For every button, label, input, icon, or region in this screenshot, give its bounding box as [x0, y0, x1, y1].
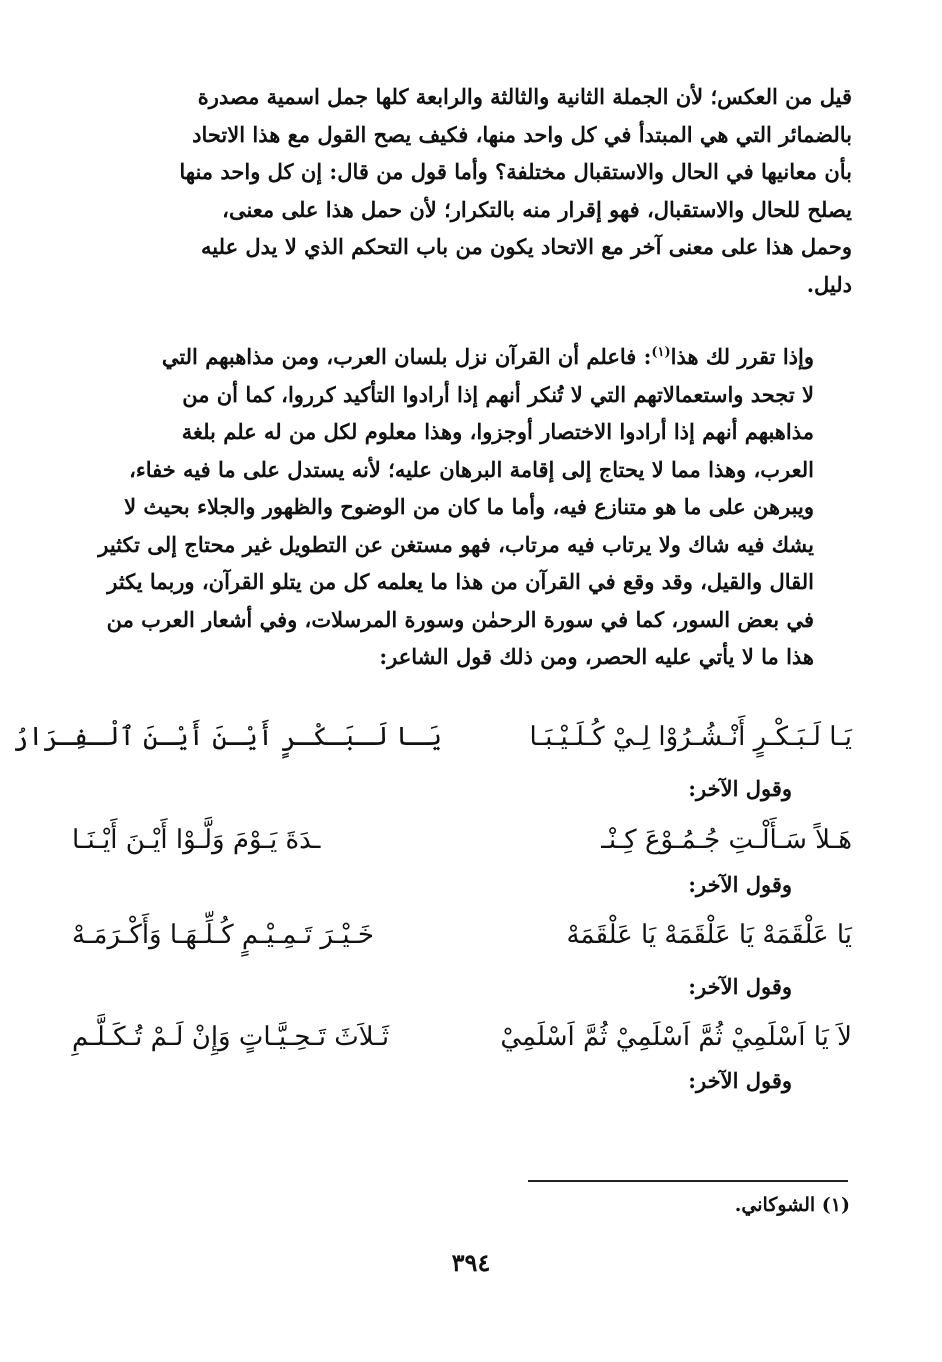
- footnote-reference: (١): [651, 345, 671, 360]
- verse-line: [72, 1022, 852, 1066]
- paragraph-line-lead: [72, 338, 852, 376]
- verse-second-hemistich: خَـيْـرَ تَـمِـيْـمٍ كُـلِّـهَـا وَأَكْـرَمَـهْ: [72, 920, 374, 950]
- paragraph-1: [72, 78, 852, 303]
- paragraph-line: قيل من العكس؛ لأن الجملة الثانية والثالثة والرابعة كلها جمل اسمية مصدرة: [197, 84, 852, 109]
- verse-line: [72, 920, 852, 964]
- paragraph-line: يشك فيه شاك ولا يرتاب فيه مرتاب، فهو مستغن عن التطويل غير محتاج إلى تكثير: [98, 531, 814, 557]
- verse-intro: وقول الآخر:: [688, 1068, 792, 1093]
- verse-first-hemistich: لاَ يَا اَسْلَمِيْ ثُمَّ اَسْلَمِيْ ثُمَّ اَسْلَمِيْ: [500, 1022, 852, 1052]
- verse-second-hemistich: ثَـلاَثَ تَـحِـيَّـاتٍ وَإِنْ لَـمْ تُـكَـلَّـمِ: [72, 1022, 390, 1052]
- paragraph-2: [72, 338, 852, 676]
- verse-line: [72, 825, 852, 869]
- paragraph-line: لا تجحد واستعمالاتهم التي لا تُنكر أنهم إذا أرادوا التأكيد كرروا، كما أن من: [182, 381, 814, 407]
- verse-intro: وقول الآخر:: [688, 974, 792, 999]
- verse-second-hemistich: يَـا لَـبَـكْـرٍ أَيْـنَ أَيْـنَ ٱلْـفِـرَارُ: [12, 722, 442, 752]
- verse-second-hemistich: ـدَةَ يَـوْمَ وَلَّـوْا أَيْـنَ أَيْـنَـا: [72, 825, 321, 855]
- verse-first-hemistich: يَـا لَـبَـكْـرٍ أَنْـشُـرُوْا لِـيْ كُـلَـيْـبَـا: [529, 722, 852, 752]
- paragraph-line: في بعض السور، كما في سورة الرحمٰن وسورة المرسلات، وفي أشعار العرب من: [106, 606, 814, 632]
- verse-intro: وقول الآخر:: [688, 776, 792, 801]
- paragraph-line: هذا ما لا يأتي عليه الحصر، ومن ذلك قول الشاعر:: [379, 644, 814, 669]
- paragraph-line: دليل.: [806, 271, 852, 297]
- paragraph-line: العرب، وهذا مما لا يحتاج إلى إقامة البرهان عليه؛ لأنه يستدل على ما فيه خفاء،: [129, 456, 814, 482]
- paragraph-line: يصلح للحال والاستقبال، فهو إقرار منه بالتكرار؛ لأن حمل هذا على معنى،: [222, 196, 852, 222]
- paragraph-line: بأن معانيها في الحال والاستقبال مختلفة؟ وأما قول من قال: إن كل واحد منها: [179, 159, 852, 184]
- verse-intro: وقول الآخر:: [688, 872, 792, 897]
- paragraph-line: القال والقيل، وقد وقع في القرآن من هذا ما يعلمه كل من يتلو القرآن، وربما يكثر: [107, 569, 814, 594]
- paragraph-line: وحمل هذا على معنى آخر مع الاتحاد يكون من باب التحكم الذي لا يدل عليه: [201, 234, 852, 259]
- paragraph-line: ويبرهن على ما هو متنازع فيه، وأما ما كان من الوضوح والظهور والجلاء بحيث لا: [124, 494, 814, 519]
- paragraph-line: مذاهبهم أنهم إذا أرادوا الاختصار أوجزوا، وهذا معلوم لكل من له علم بلغة: [181, 419, 814, 444]
- footnote: (١) الشوكاني.: [734, 1194, 850, 1216]
- lead-text: وإذا تقرر لك هذا: [670, 344, 814, 369]
- footnote-divider: [528, 1180, 848, 1182]
- verse-first-hemistich: هَـلاً سَـأَلْـتِ جُـمُـوْعَ كِـنْـ: [601, 825, 852, 855]
- paragraph-line: بالضمائر التي هي المبتدأ في كل واحد منها، فكيف يصح القول مع هذا الاتحاد: [192, 121, 852, 147]
- lead-rest-text: : فاعلم أن القرآن نزل بلسان العرب، ومن مذاهبهم التي: [161, 344, 652, 369]
- page-number: ٣٩٤: [451, 1248, 491, 1277]
- verse-line: [12, 722, 852, 766]
- verse-first-hemistich: يَا عَلْقَمَهْ يَا عَلْقَمَهْ يَا عَلْقَمَهْ: [566, 920, 852, 950]
